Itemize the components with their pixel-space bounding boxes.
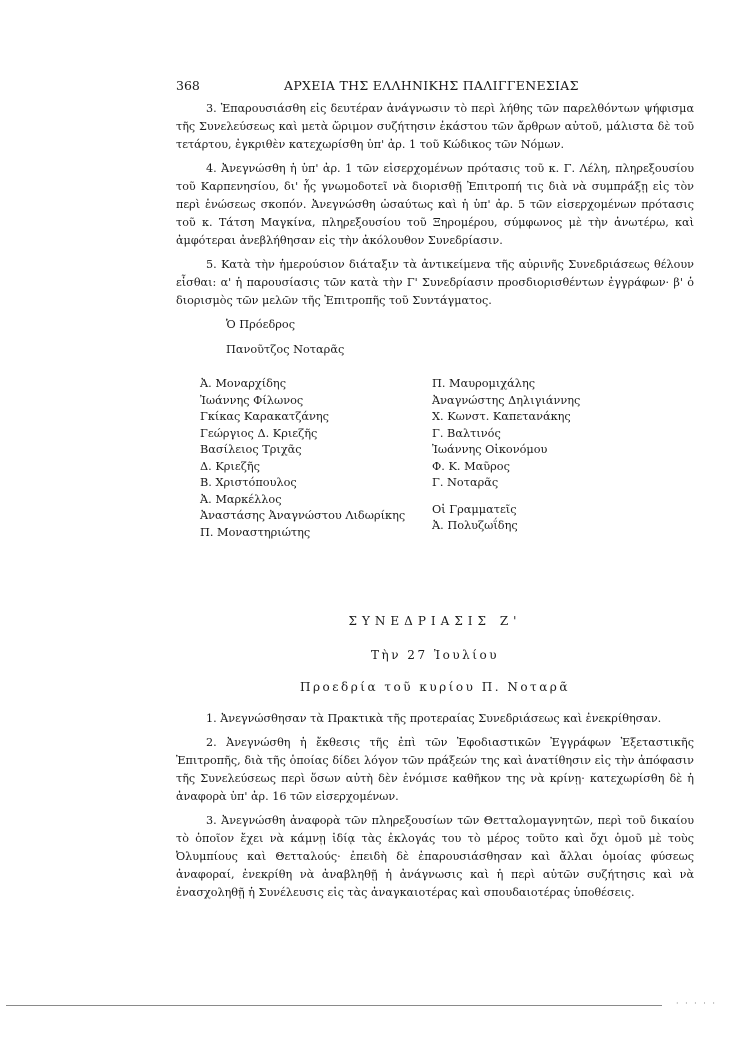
member-name: Π. Μοναστηριώτης xyxy=(200,525,311,539)
minutes-item-4: 4. Ἀνεγνώσθη ἡ ὑπ' ἀρ. 1 τῶν εἰσερχομένων πρότασις τοῦ κ. Γ. Λέλη, πληρεξουσίου τοῦ Καρπενησίου, δι' ἧς γνωμοδοτεῖ νὰ διορισθῇ Ἐπιτροπή τις διὰ νὰ συμπράξῃ εἰς τὸν περὶ ἑνώσεως σκοπόν. Ἀνεγνώσθη ὡσαύτως καὶ ἡ ὑπ' ἀρ. 5 τῶν εἰσερχομένων πρότασις τοῦ κ. Τάτση Μαγκίνα, πληρεξουσίου τοῦ Ξηρομέρου, σύμφωνος μὲ τὴν ἀνωτέρω, καὶ ἀμφότεραι ἀνεβλήθησαν εἰς τὴν ἀκόλουθον Συνεδρίασιν. xyxy=(176,162,694,247)
member-name: Δ. Κριεζῆς xyxy=(200,459,260,473)
minutes-items-top xyxy=(176,100,694,316)
member-name: Γεώργιος Δ. Κριεζῆς xyxy=(200,426,318,440)
scan-edge-line xyxy=(6,1005,662,1006)
member-name: Ἰωάννης Φίλωνος xyxy=(200,393,304,407)
minutes-items-session xyxy=(176,710,694,908)
member-name: Ἀ. Μαρκέλλος xyxy=(200,492,282,506)
member-name: Γ. Νοταρᾶς xyxy=(432,476,499,489)
president-signature xyxy=(226,312,344,362)
member-name: Γκίκας Καρακατζάνης xyxy=(200,410,329,423)
secretary-name: Ἀ. Πολυζωΐδης xyxy=(432,519,518,532)
session-date: Τὴν 27 Ἰουλίου xyxy=(371,648,499,662)
president-role: Ὁ Πρόεδρος xyxy=(226,318,296,331)
session-item-1: 1. Ἀνεγνώσθησαν τὰ Πρακτικὰ τῆς προτεραίας Συνεδριάσεως καὶ ἐνεκρίθησαν. xyxy=(206,712,662,725)
member-name: Βασίλειος Τριχᾶς xyxy=(200,443,302,456)
secretaries-title: Οἱ Γραμματεῖς xyxy=(432,502,517,516)
session-item-2: 2. Ἀνεγνώσθη ἡ ἔκθεσις τῆς ἐπὶ τῶν Ἐφοδιαστικῶν Ἐγγράφων Ἐξεταστικῆς Ἐπιτροπῆς, διὰ τῆς ὁποίας δίδει λόγον τῶν πράξεών της καὶ ἀνατίθησιν εἰς τὴν ἀπόφασιν τῆς Συνελεύσεως περὶ ὅσων αὐτὴ δὲν ἐνόμισε καθῆκον της νὰ κρίνῃ· κατεχωρίσθη δὲ ἡ ἀναφορὰ ὑπ' ἀρ. 16 τῶν εἰσερχομένων. xyxy=(176,736,694,803)
session-title: ΣΥΝΕΔΡΙΑΣΙΣ Ζ' xyxy=(348,614,522,628)
member-name: Ἀναγνώστης Δηλιγιάννης xyxy=(432,393,581,407)
session-item-3: 3. Ἀνεγνώσθη ἀναφορὰ τῶν πληρεξουσίων τῶν Θετταλομαγνητῶν, περὶ τοῦ δικαίου τὸ ὁποῖον ἔχει νὰ κάμνῃ ἰδίᾳ τὰς ἐκλογάς του τὸ μέρος τοῦτο καὶ ὄχι ὁμοῦ μὲ τοὺς Ὀλυμπίους καὶ Θετταλούς· ἐπειδὴ δὲ ἐπαρουσιάσθησαν καὶ ἄλλαι ὁμοίας φύσεως ἀναφοραί, ἐνεκρίθη νὰ ἀναβληθῇ ἡ ἀνάγνωσις καὶ ἡ περὶ αὐτῶν συζήτησις καὶ νὰ ἐνασχοληθῇ ἡ Συνέλευσις εἰς τὰς ἀναγκαιοτέρας καὶ σπουδαιοτέρας ὑποθέσεις. xyxy=(176,814,694,899)
scan-specks: · · · · · xyxy=(676,999,717,1008)
member-name: Π. Μαυρομιχάλης xyxy=(432,377,536,390)
page-header xyxy=(176,78,696,96)
member-name: Ἰωάννης Οἰκονόμου xyxy=(432,443,548,456)
members-list-left xyxy=(200,376,405,541)
session-presidency: Προεδρία τοῦ κυρίου Π. Νοταρᾶ xyxy=(300,680,570,694)
member-name: Β. Χριστόπουλος xyxy=(200,476,297,489)
minutes-item-5: 5. Κατὰ τὴν ἡμερούσιον διάταξιν τὰ ἀντικείμενα τῆς αὐρινῆς Συνεδριάσεως θέλουν εἶσθαι: α' ἡ παρουσίασις τῶν κατὰ τὴν Γ' Συνεδρίασιν προσδιορισθέντων ἐγγράφων· β' ὁ διορισμὸς τῶν μελῶν τῆς Ἐπιτροπῆς τοῦ Συντάγματος. xyxy=(176,258,694,307)
members-list-right xyxy=(432,376,580,535)
member-name: Ἀναστάσης Ἀναγνώστου Λιδωρίκης xyxy=(200,509,406,522)
minutes-item-3: 3. Ἐπαρουσιάσθη εἰς δευτέραν ἀνάγνωσιν τὸ περὶ λήθης τῶν παρελθόντων ψήφισμα τῆς Συνελεύσεως καὶ μετὰ ὥριμον συζήτησιν ἑκάστου τῶν ἄρθρων αὐτοῦ, μάλιστα δὲ τοῦ τετάρτου, ἐγκριθὲν κατεχωρίσθη ὑπ' ἀρ. 1 τοῦ Κώδικος τῶν Νόμων. xyxy=(176,102,694,151)
running-title: ΑΡΧΕΙΑ ΤΗΣ ΕΛΛΗΝΙΚΗΣ ΠΑΛΙΓΓΕΝΕΣΙΑΣ xyxy=(284,78,579,93)
page-number: 368 xyxy=(176,78,200,93)
president-name: Πανοῦτζος Νοταρᾶς xyxy=(226,343,345,356)
member-name: Φ. Κ. Μαῦρος xyxy=(432,459,510,473)
member-name: Χ. Κωνστ. Καπετανάκης xyxy=(432,410,571,423)
member-name: Γ. Βαλτινός xyxy=(432,426,501,440)
member-name: Ἀ. Μοναρχίδης xyxy=(200,377,287,390)
spacer xyxy=(432,492,580,502)
